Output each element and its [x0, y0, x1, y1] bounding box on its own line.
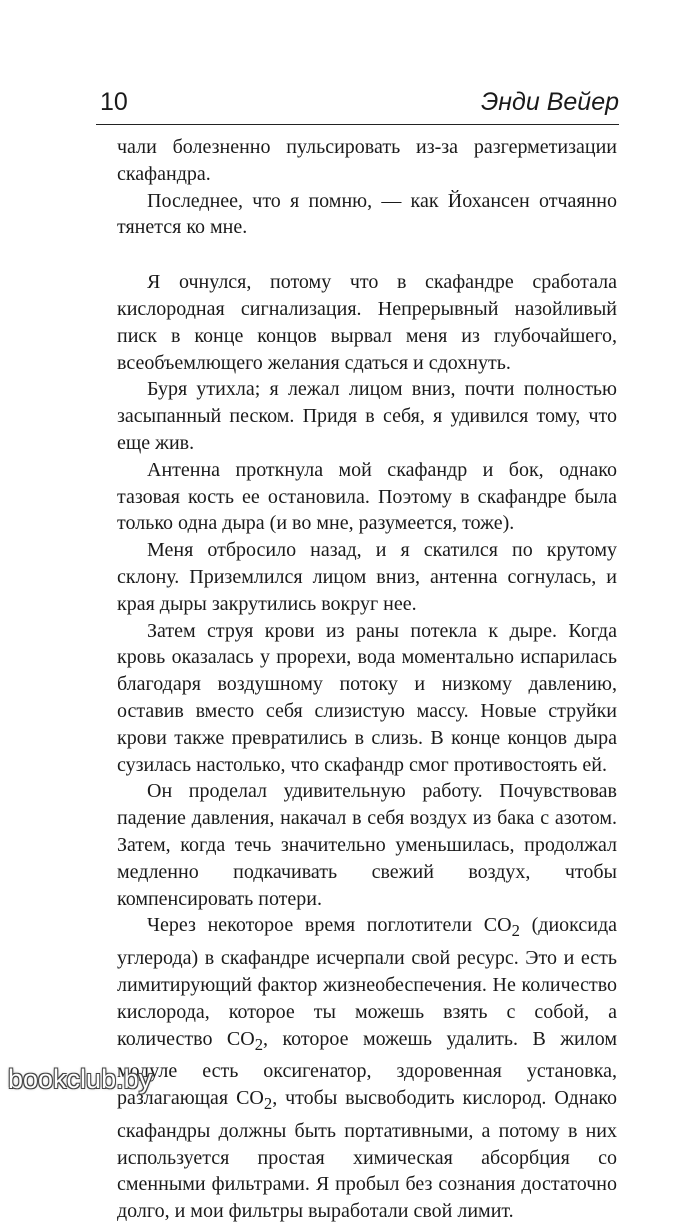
co2-text-2: (диоксида углерода) в скафандре исчерпали свой ресурс. Это и есть лимитирующий фактор жизнеобеспечения. Не количество кислорода, которое ты можешь взять с собой, а количество CO — [117, 914, 618, 1050]
paragraph-co2 — [117, 912, 617, 1225]
subscript-2: 2 — [254, 1034, 264, 1054]
co2-text-4: , чтобы высвободить кислород. Однако скафандры должны быть портативными, а потому в них используется простая химическая абсорбция со сменными фильтрами. Я пробыл без сознания достаточно долго, и мои фильтры выработали свой лимит. — [117, 1087, 617, 1223]
paragraph: Антенна проткнула мой скафандр и бок, однако тазовая кость ее остановила. Поэтому в скафандре была только одна дыра (и во мне, разумеется, тоже). — [117, 458, 617, 535]
paragraph: Последнее, что я помню, — как Йохансен отчаянно тянется ко мне. — [117, 189, 617, 239]
paragraph: Он проделал удивительную работу. Почувствовав падение давления, накачал в себя воздух из бака с азотом. Затем, когда течь значительно уменьшилась, продолжал медленно подкачивать свежий воздух, чтобы компенсировать потери. — [117, 780, 617, 910]
paragraph: чали болезненно пульсировать из-за разгерметизации скафандра. — [117, 136, 617, 185]
subscript-2: 2 — [511, 921, 520, 941]
subscript-2: 2 — [263, 1094, 273, 1114]
paragraph: Меня отбросило назад, и я скатился по крутому склону. Приземлился лицом вниз, антенна согнулась, и края дыры закрутились вокруг нее. — [117, 539, 617, 615]
co2-text-3: , которое можешь удалить. В жилом модуле есть оксигенатор, здоровенная установка, разлагающая CO — [117, 1027, 617, 1110]
watermark-logo: bookclub.by — [8, 1064, 153, 1094]
body-text — [117, 134, 617, 1225]
co2-text-1: Через некоторое время поглотители CO — [147, 914, 512, 937]
section-break — [117, 241, 617, 269]
paragraph: Затем струя крови из раны потекла к дыре. Когда кровь оказалась у прорехи, вода моментально испарилась благодаря воздушному потоку и низкому давлению, оставив вместо себя слизистую массу. Новые струйки крови также превратились в слизь. В конце концов дыра сузилась настолько, что скафандр смог противостоять ей. — [117, 619, 617, 776]
page-number: 10 — [100, 88, 128, 116]
page-header — [96, 84, 619, 125]
running-head-author: Энди Вейер — [480, 88, 619, 116]
paragraph: Я очнулся, потому что в скафандре сработала кислородная сигнализация. Непрерывный назойливый писк в конце концов вырвал меня из глубочайшего, всеобъемлющего желания сдаться и сдохнуть. — [117, 271, 617, 374]
paragraph: Буря утихла; я лежал лицом вниз, почти полностью засыпанный песком. Придя в себя, я удивился тому, что еще жив. — [117, 378, 617, 454]
